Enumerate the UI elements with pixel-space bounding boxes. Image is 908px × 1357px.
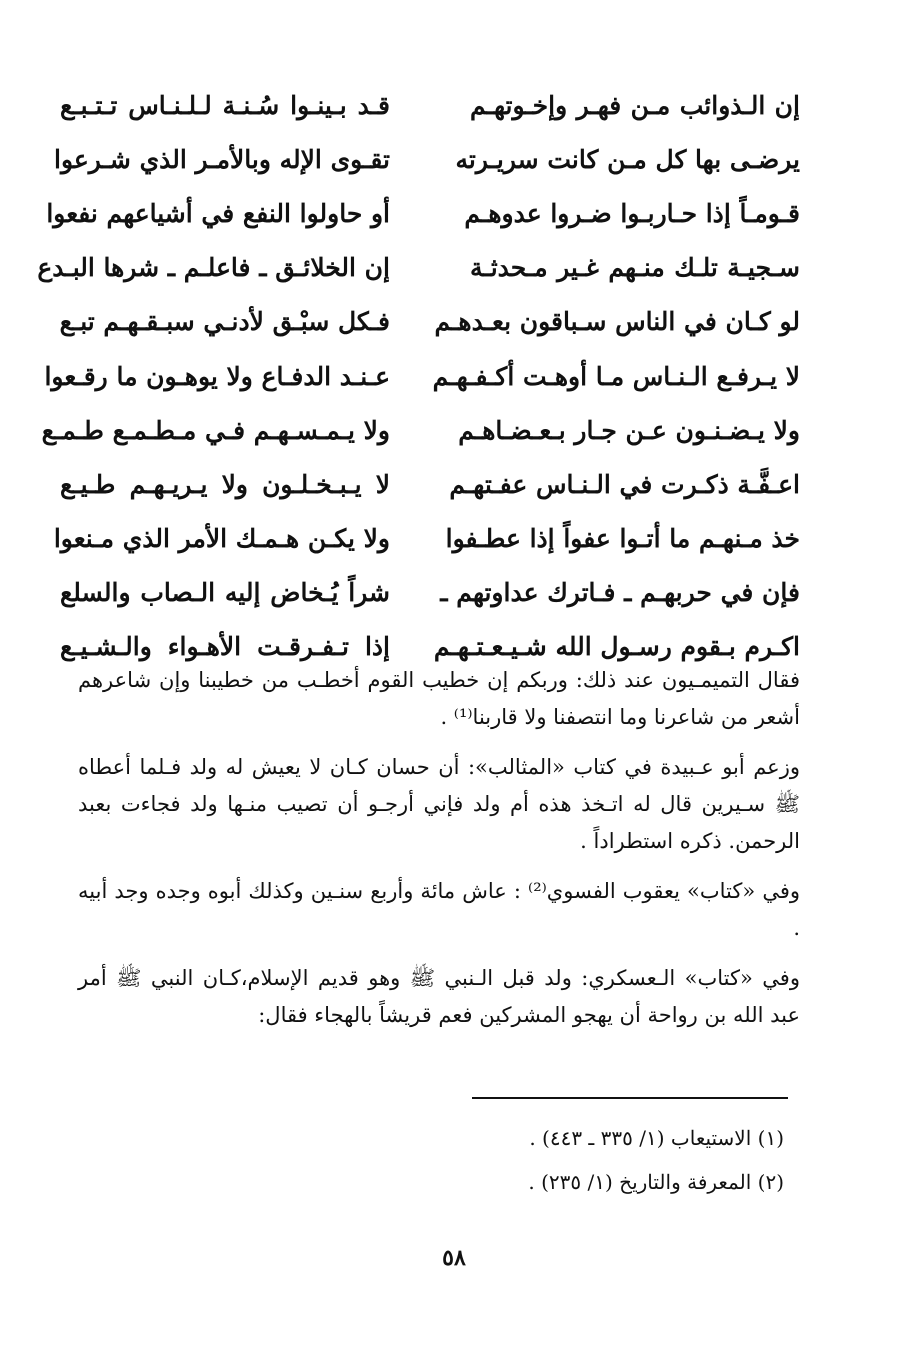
verse-first-hemistich: سـجيـة تلـك منـهم غـير مـحدثـة xyxy=(470,253,800,283)
footnotes xyxy=(300,1116,784,1204)
verse-second-hemistich: عـنـد الدفـاع ولا يوهـون ما رقـعوا xyxy=(44,361,390,391)
verse-second-hemistich: ولا يكـن هـمـك الأمر الذي مـنعوا xyxy=(53,524,390,554)
verse xyxy=(60,566,800,620)
verse-first-hemistich: فإن في حربهـم ـ فـاترك عداوتهم ـ xyxy=(440,578,800,608)
verse-second-hemistich: إذا تـفـرقـت الأهـواء والـشـيـع xyxy=(60,632,390,662)
verse xyxy=(37,241,800,295)
verse xyxy=(60,78,800,132)
verse xyxy=(54,132,800,186)
verse xyxy=(60,295,800,349)
verse-second-hemistich: لا يـبـخـلـون ولا يـريـهـم طـيـع xyxy=(60,469,390,499)
verse-first-hemistich: قـومـاً إذا حـاربـوا ضـروا عدوهـم xyxy=(464,198,800,228)
verse xyxy=(53,512,800,566)
paragraph: فقال التميمـيون عند ذلك: وربكم إن خطيب القوم أخطـب من خطيبنا وإن شاعرهم أشعر من شاعرنا وما انتصفنا ولا قاربنا⁽¹⁾ . xyxy=(78,668,800,729)
page-number: ٥٨ xyxy=(442,1245,466,1271)
verse-second-hemistich: فـكل سبْـق لأدنـي سبـقـهـم تبـع xyxy=(59,307,390,337)
verse xyxy=(46,186,800,240)
verse-second-hemistich: ولا يـمـسـهـم فـي مـطـمـع طـمـع xyxy=(41,415,390,445)
verse-first-hemistich: إن الـذوائب مـن فهـر وإخـوتهـم xyxy=(470,90,800,120)
verse-first-hemistich: اكـرم بـقوم رسـول الله شـيـعـتـهـم xyxy=(433,632,800,662)
footnote-divider xyxy=(472,1097,788,1099)
verse-second-hemistich: تقـوى الإله وبالأمـر الذي شـرعوا xyxy=(54,144,390,174)
verse xyxy=(60,457,800,511)
verse-second-hemistich: إن الخلائـق ـ فاعلـم ـ شرها البـدع xyxy=(37,253,390,283)
paragraph: وفي «كتاب» يعقوب الفسوي⁽²⁾ : عاش مائة وأربع سنـين وكذلك أبوه وجده وجد أبيه . xyxy=(78,879,800,940)
verse-first-hemistich: خذ مـنهـم ما أتـوا عفواً إذا عطـفوا xyxy=(445,524,800,554)
paragraph: وزعم أبو عـبيدة في كتاب «المثالب»: أن حسان كـان لا يعيش له ولد فـلما أعطاه ﷺ سـيرين قال له اتـخذ هذه أم ولد فإني أرجـو أن تصيب منـها ولد فجاءت بعبد الرحمن. ذكره استطراداً . xyxy=(78,755,800,853)
verse-second-hemistich: شراً يُـخاض إليه الـصاب والسلع xyxy=(60,578,390,608)
verse-first-hemistich: لو كـان في الناس سـباقون بعـدهـم xyxy=(434,307,800,337)
verse xyxy=(41,403,800,457)
footnote: (٢) المعرفة والتاريخ (١/ ٢٣٥) . xyxy=(528,1170,784,1194)
verse xyxy=(44,349,800,403)
paragraph: وفي «كتاب» الـعسكري: ولد قبل الـنبي ﷺ وهو قديم الإسلام،كـان النبي ﷺ أمر عبد الله بن رواحة أن يهجو المشركين فعم قريشاً بالهجاء فقال: xyxy=(78,966,800,1027)
footnote: (١) الاستيعاب (١/ ٣٣٥ ـ ٤٤٣) . xyxy=(529,1126,784,1150)
verse-second-hemistich: أو حاولوا النفع في أشياعهم نفعوا xyxy=(46,198,390,228)
verse-first-hemistich: اعـفَّـة ذكـرت في الـنـاس عفـتهـم xyxy=(449,469,800,499)
verse-first-hemistich: لا يـرفـع الـنـاس مـا أوهـت أكـفـهـم xyxy=(432,361,800,391)
poem xyxy=(37,78,800,674)
verse-second-hemistich: قـد بـينـوا سُـنـة لـلـنـاس تـتـبـع xyxy=(60,90,390,120)
verse-first-hemistich: يرضـى بها كل مـن كانت سريـرته xyxy=(455,144,800,174)
prose-body xyxy=(78,662,800,1047)
verse-first-hemistich: ولا يـضـنـون عـن جـار بـعـضـاهـم xyxy=(458,415,800,445)
